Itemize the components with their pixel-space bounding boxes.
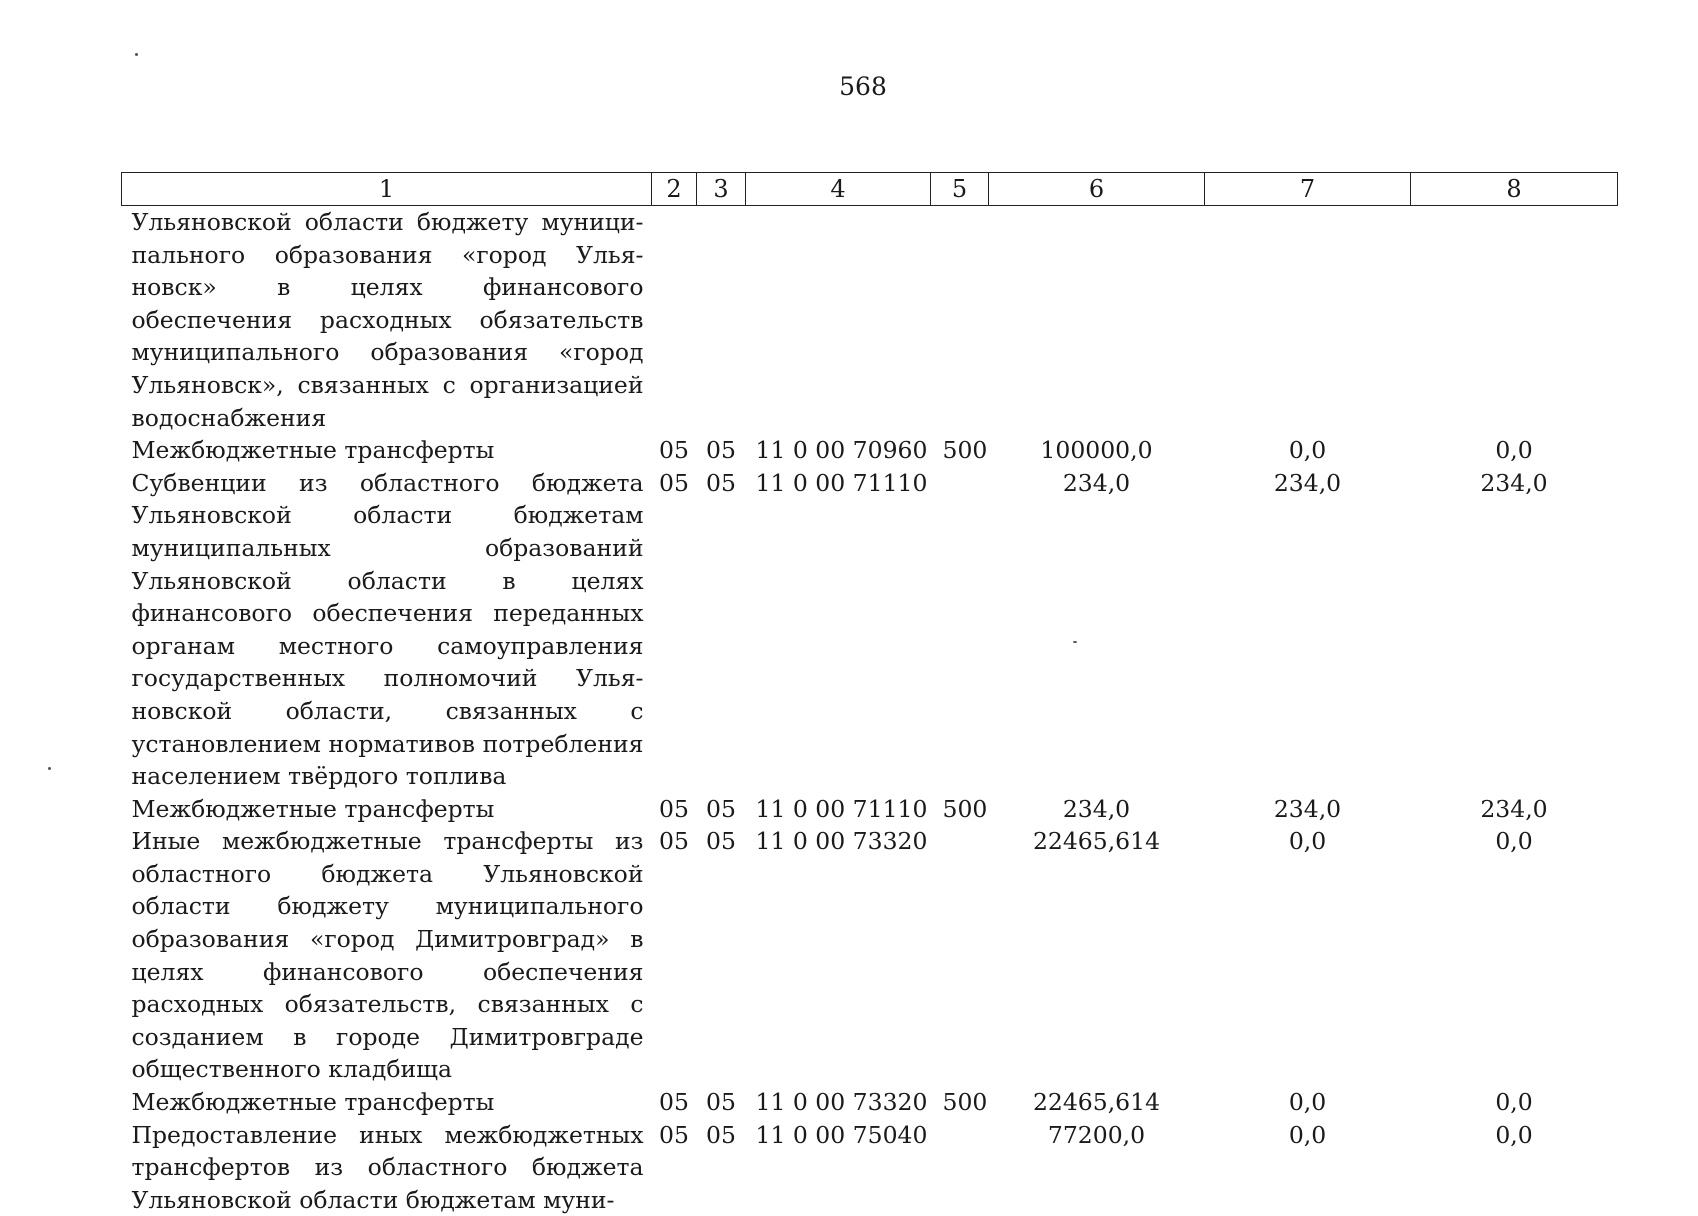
row-name: Иные межбюджетные трансферты из областного бюджета Ульяновской области бюджету муниципального образования «город Димитровград» в целях финансового обеспечения расходных обязательств, связанных с созданием в городе Димитровграде общественного кладбища: [131, 827, 644, 1084]
table-row: [122, 1119, 1618, 1216]
row-value-6: 22465,614: [1032, 827, 1161, 856]
row-target-article: 11 0 00 75040: [755, 1120, 928, 1149]
row-value-8: 234,0: [1480, 468, 1548, 497]
row-expense-type: 500: [942, 1088, 988, 1117]
row-value-7: 0,0: [1288, 1088, 1327, 1117]
header-col-7: 7: [1205, 173, 1411, 206]
row-target-article: 11 0 00 71110: [755, 468, 928, 497]
row-value-6: [989, 206, 1205, 435]
row-value-7: 0,0: [1288, 436, 1327, 465]
row-value-8: 0,0: [1495, 1088, 1533, 1117]
row-target-article: 11 0 00 73320: [755, 1088, 928, 1117]
header-col-2: 2: [652, 173, 697, 206]
scan-speck: [1073, 641, 1077, 643]
row-section: 05: [659, 436, 689, 465]
row-section: 05: [659, 468, 689, 497]
budget-table-container: [121, 172, 1617, 1216]
row-value-8: 234,0: [1480, 794, 1548, 823]
row-value-6: 234,0: [1062, 468, 1131, 497]
row-subsection: 05: [706, 827, 736, 856]
table-row: [122, 206, 1618, 435]
row-value-8: 0,0: [1495, 1120, 1533, 1149]
row-value-7: 0,0: [1288, 827, 1327, 856]
scan-speck: [48, 767, 51, 770]
row-section: 05: [659, 1120, 689, 1149]
row-name: Межбюджетные трансферты: [131, 1088, 495, 1117]
header-col-1: 1: [122, 173, 652, 206]
row-value-6: 234,0: [1062, 794, 1131, 823]
row-expense-type: [931, 825, 989, 1086]
table-row: [122, 1086, 1618, 1119]
row-section: [652, 206, 697, 435]
header-col-5: 5: [931, 173, 989, 206]
row-section: 05: [659, 1088, 689, 1117]
header-col-6: 6: [989, 173, 1205, 206]
row-name: Межбюджетные трансферты: [131, 436, 495, 465]
row-expense-type: [931, 467, 989, 793]
row-subsection: 05: [706, 1088, 736, 1117]
row-subsection: 05: [706, 468, 736, 497]
row-value-7: [1205, 206, 1411, 435]
row-section: 05: [659, 827, 689, 856]
row-expense-type: 500: [942, 794, 988, 823]
header-col-8: 8: [1411, 173, 1618, 206]
row-target-article: 11 0 00 71110: [755, 794, 928, 823]
row-value-8: 0,0: [1495, 827, 1533, 856]
row-name: Субвенции из областного бюджета Ульяновской области бюджетам муниципальных образований Ульяновской области в целях финансового обеспечения переданных органам местного самоуправления государственных полномочий Ульяновской области, связанных с установлением нормативов потребления населением твёрдого топлива: [131, 468, 644, 791]
row-target-article: 11 0 00 70960: [755, 436, 928, 465]
row-value-7: 0,0: [1288, 1120, 1327, 1149]
row-value-7: 234,0: [1273, 794, 1342, 823]
table-row: [122, 825, 1618, 1086]
row-value-6: 100000,0: [1040, 436, 1153, 465]
row-value-8: 0,0: [1495, 436, 1533, 465]
page-number: 568: [839, 72, 887, 101]
row-value-6: 77200,0: [1047, 1120, 1146, 1149]
scan-speck: [135, 53, 138, 56]
row-value-7: 234,0: [1273, 468, 1342, 497]
row-value-6: 22465,614: [1032, 1088, 1161, 1117]
row-target-article: [746, 206, 931, 435]
row-name: Ульяновской области бюджету муниципального образования «город Ульяновск» в целях финансового обеспечения расходных обязательств муниципального образования «город Ульяновск», связанных с организацией водоснабжения: [131, 208, 644, 432]
row-section: 05: [659, 794, 689, 823]
row-name: Предоставление иных межбюджетных трансфертов из областного бюджета Ульяновской области бюджетам муни-: [131, 1120, 644, 1214]
header-col-4: 4: [746, 173, 931, 206]
row-subsection: 05: [706, 1120, 736, 1149]
row-expense-type: [931, 206, 989, 435]
row-name: Межбюджетные трансферты: [131, 794, 495, 823]
row-expense-type: 500: [942, 436, 988, 465]
row-expense-type: [931, 1119, 989, 1216]
row-subsection: 05: [706, 794, 736, 823]
row-value-8: [1411, 206, 1618, 435]
table-row: [122, 467, 1618, 793]
row-subsection: 05: [706, 436, 736, 465]
row-target-article: 11 0 00 73320: [755, 827, 928, 856]
header-col-3: 3: [697, 173, 746, 206]
table-row: [122, 793, 1618, 826]
budget-table: [121, 172, 1618, 1216]
table-row: [122, 434, 1618, 467]
header-row: [122, 173, 1618, 206]
row-subsection: [697, 206, 746, 435]
